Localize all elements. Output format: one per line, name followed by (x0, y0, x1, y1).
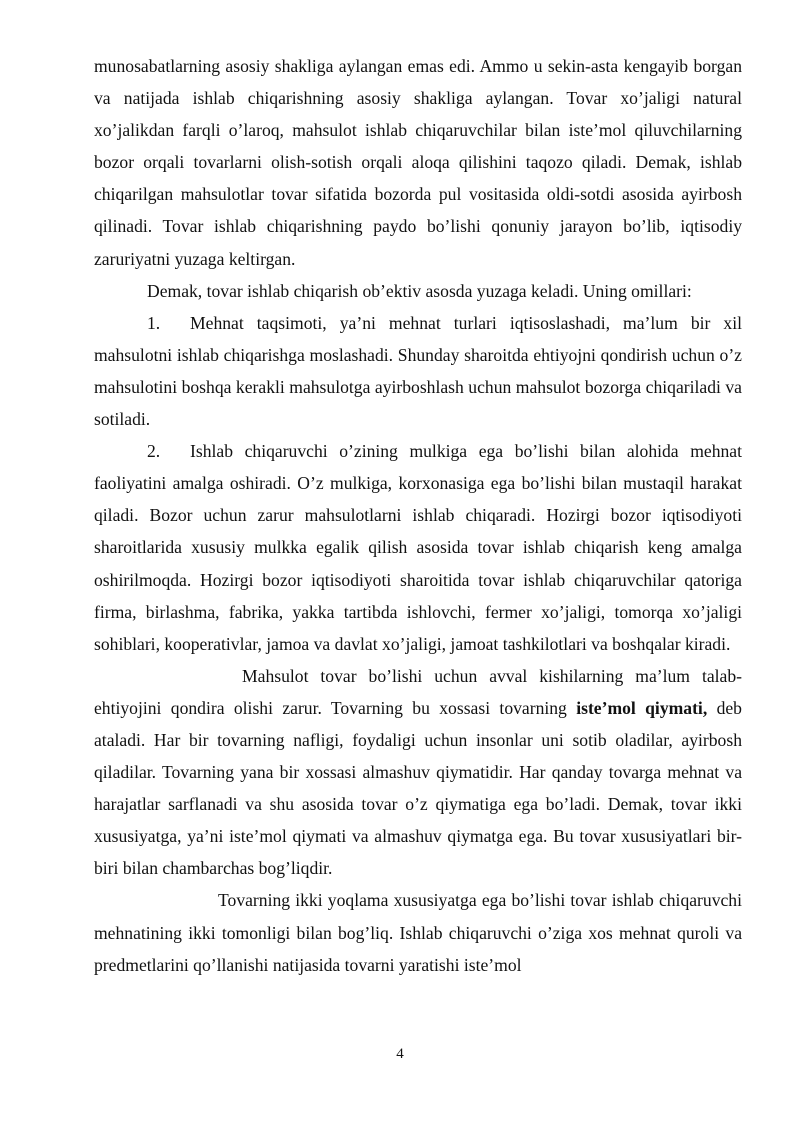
document-page (94, 50, 742, 981)
page-number: 4 (396, 1046, 404, 1062)
paragraph-use-value (94, 660, 742, 885)
term-use-value: iste’mol qiymati, (576, 697, 708, 718)
paragraph-factors-intro: Demak, tovar ishlab chiqarish ob’ektiv asosda yuzaga keladi. Uning omillari: (147, 280, 692, 301)
list-item-2-text: Ishlab chiqaruvchi o’zining mulkiga ega bo’lishi bilan alohida mehnat faoliyatini amalga oshiradi. O’z mulkiga, korxonasiga ega bo’lishi bilan mustaqil harakat qiladi. Bozor uchun zarur mahsulotlarni ishlab chiqaradi. Hozirgi bozor iqtisodiyoti sharoitlarida xususiy mulkka egalik qilish asosida tovar ishlab chiqarish keng amalga oshirilmoqda. Hozirgi bozor iqtisodiyoti sharoitida tovar ishlab chiqaruvchilar qatoriga firma, birlashma, fabrika, yakka tartibda ishlovchi, fermer xo’jaligi, tomorqa xo’jaligi sohiblari, kooperativlar, jamoa va davlat xo’jaligi, jamoat tashkilotlari va boshqalar kiradi. (94, 441, 742, 654)
list-item-1-text: Mehnat taqsimoti, ya’ni mehnat turlari iqtisoslashadi, ma’lum bir xil mahsulotni ishlab chiqarishga moslashadi. Shunday sharoitda ehtiyojni qondirish uchun o’z mahsulotini boshqa kerakli mahsulotga ayirboshlash uchun mahsulot bozorga chiqariladi va sotiladi. (94, 312, 742, 430)
paragraph-intro: munosabatlarning asosiy shakliga aylangan emas edi. Ammo u sekin-asta kengayib borgan va natijada ishlab chiqarishning asosiy shakliga aylangan. Tovar xo’jaligi natural xo’jalikdan farqli o’laroq, mahsulot ishlab chiqaruvchilar bilan iste’mol qiluvchilarning bozor orqali tovarlarni olish-sotish orqali aloqa qilishini taqozo qiladi. Demak, ishlab chiqarilgan mahsulotlar tovar sifatida bozorda pul vositasida oldi-sotdi asosida ayirbosh qilinadi. Tovar ishlab chiqarishning paydo bo’lishi qonuniy jarayon bo’lib, iqtisodiy zaruriyatni yuzaga keltirgan. (94, 56, 742, 269)
list-item-1 (94, 307, 742, 435)
paragraph-use-value-end: deb ataladi. Har bir tovarning nafligi, foydaligi uchun insonlar uni sotib oladilar, ayirbosh qiladilar. Tovarning yana bir xossasi almashuv qiymatidir. Har qanday tovarga mehnat va harajatlar sarflanadi va shu asosida tovar o’z qiymatiga ega bo’ladi. Demak, tovar ikki xususiyatga, ya’ni iste’mol qiymati va almashuv qiymatga ega. Bu tovar xususiyatlari bir-biri bilan chambarchas bog’liqdir. (94, 697, 742, 879)
list-item-1-number: 1. (147, 312, 161, 333)
list-item-2 (94, 435, 742, 660)
list-item-2-number: 2. (147, 441, 161, 462)
paragraph-dual-nature: Tovarning ikki yoqlama xususiyatga ega bo’lishi tovar ishlab chiqaruvchi mehnatining ikki tomonligi bilan bog’liq. Ishlab chiqaruvchi o’ziga xos mehnat quroli va predmetlarini qo’llanishi natijasida tovarni yaratishi iste’mol (94, 890, 742, 975)
paragraph-use-value-start: Mahsulot tovar bo’lishi uchun avval kishilarning ma’lum talab-ehtiyojini qondira olishi zarur. Tovarning bu xossasi tovarning (94, 665, 742, 718)
